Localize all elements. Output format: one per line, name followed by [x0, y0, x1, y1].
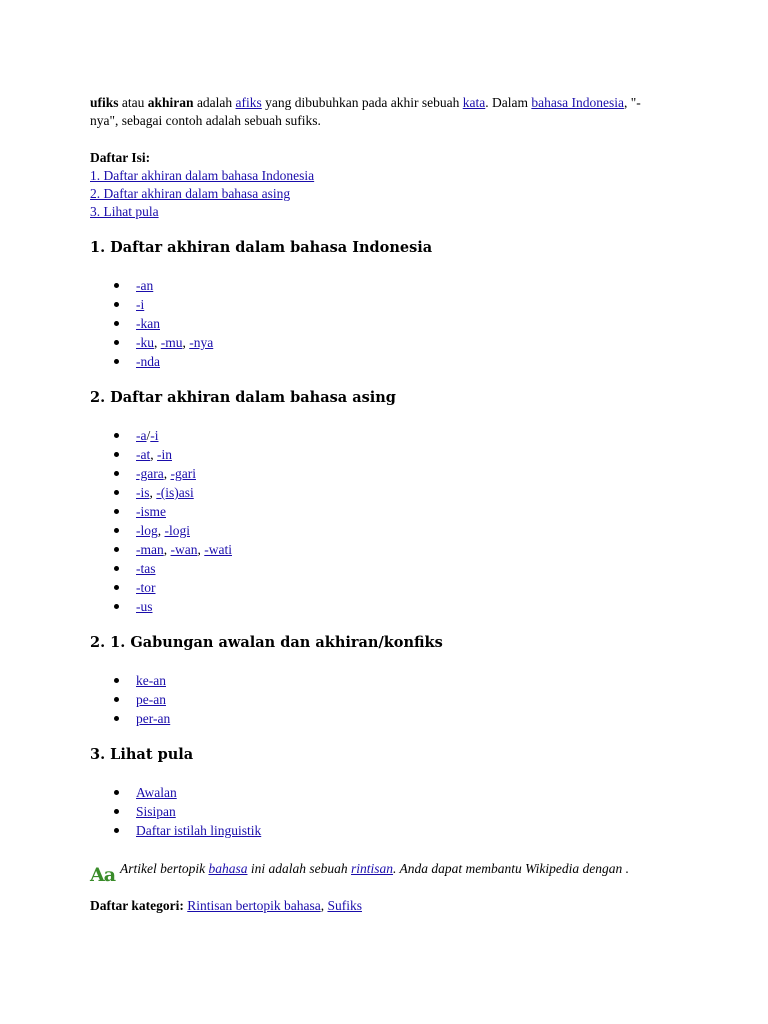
list-item: [136, 783, 650, 802]
link-suffix[interactable]: -kan: [136, 316, 160, 331]
link-sisipan[interactable]: Sisipan: [136, 804, 176, 819]
link-suffix[interactable]: -nya: [189, 335, 214, 350]
list-item: [136, 802, 650, 821]
section-3-list: [90, 783, 650, 840]
list-item: [136, 709, 650, 728]
link-suffix[interactable]: -man: [136, 542, 164, 557]
text-end: , "-nya", sebagai contoh adalah sebuah sufiks.: [90, 95, 641, 128]
link-confix[interactable]: pe-an: [136, 692, 166, 707]
link-bahasa-stub[interactable]: bahasa: [208, 861, 248, 876]
link-confix[interactable]: ke-an: [136, 673, 166, 688]
link-suffix[interactable]: -tas: [136, 561, 156, 576]
link-suffix[interactable]: -a: [136, 428, 147, 443]
stub-text-3: . Anda dapat membantu Wikipedia dengan .: [393, 861, 629, 876]
toc-item-2[interactable]: 2. Daftar akhiran dalam bahasa asing: [90, 186, 291, 201]
list-item: [136, 276, 650, 295]
section-1-heading: 1. Daftar akhiran dalam bahasa Indonesia: [90, 239, 433, 256]
link-category-sufiks[interactable]: Sufiks: [327, 898, 362, 913]
list-item: [136, 597, 650, 616]
list-item: [136, 559, 650, 578]
link-daftar-istilah-linguistik[interactable]: Daftar istilah linguistik: [136, 823, 262, 838]
section-2-1-heading: 2. 1. Gabungan awalan dan akhiran/konfiks: [90, 634, 443, 651]
link-suffix[interactable]: -in: [157, 447, 172, 462]
list-item: [136, 578, 650, 597]
toc-title: Daftar Isi:: [90, 150, 151, 165]
list-item: -at, -in: [136, 445, 650, 464]
category-bar: Daftar kategori: Rintisan bertopik bahasa, Sufiks: [90, 898, 362, 913]
link-suffix[interactable]: -gari: [170, 466, 196, 481]
list-item: [136, 295, 650, 314]
link-suffix[interactable]: -(is)asi: [156, 485, 194, 500]
article-body: [90, 94, 650, 840]
section-3-heading: 3. Lihat pula: [90, 746, 194, 763]
section-2-heading: 2. Daftar akhiran dalam bahasa asing: [90, 389, 396, 406]
link-suffix[interactable]: -i: [136, 297, 145, 312]
toc-item-3[interactable]: 3. Lihat pula: [90, 204, 159, 219]
list-item: [136, 502, 650, 521]
text-dalam: . Dalam: [485, 95, 528, 110]
link-suffix[interactable]: -at: [136, 447, 151, 462]
list-item: [136, 314, 650, 333]
link-afiks[interactable]: afiks: [235, 95, 262, 110]
stub-text-2: ini adalah sebuah: [250, 861, 348, 876]
link-suffix[interactable]: -wan: [170, 542, 198, 557]
list-item: -man, -wan, -wati: [136, 540, 650, 559]
link-suffix[interactable]: -nda: [136, 354, 160, 369]
section-2-1-list: [90, 671, 650, 728]
link-awalan[interactable]: Awalan: [136, 785, 177, 800]
stub-text: [120, 860, 650, 878]
link-category-rintisan[interactable]: Rintisan bertopik bahasa: [187, 898, 321, 913]
term-akhiran: akhiran: [147, 95, 194, 110]
stub-notice: [90, 860, 650, 886]
text-mid: yang dibubuhkan pada akhir sebuah: [265, 95, 460, 110]
stub-text-1: Artikel bertopik: [120, 861, 206, 876]
list-item: -gara, -gari: [136, 464, 650, 483]
link-suffix[interactable]: -logi: [164, 523, 190, 538]
list-item: -log, -logi: [136, 521, 650, 540]
text-adalah: adalah: [196, 95, 233, 110]
link-suffix[interactable]: -ku: [136, 335, 154, 350]
intro-paragraph: [90, 94, 650, 130]
link-kata[interactable]: kata: [462, 95, 486, 110]
list-item: -ku, -mu, -nya: [136, 333, 650, 352]
list-item: [136, 352, 650, 371]
link-suffix[interactable]: -an: [136, 278, 154, 293]
list-item: [136, 671, 650, 690]
list-item: [136, 821, 650, 840]
link-suffix[interactable]: -mu: [160, 335, 183, 350]
table-of-contents: [90, 167, 650, 221]
link-suffix[interactable]: -isme: [136, 504, 166, 519]
link-bahasa-indonesia[interactable]: bahasa Indonesia: [531, 95, 624, 110]
link-suffix[interactable]: -tor: [136, 580, 156, 595]
categories-label: Daftar kategori:: [90, 898, 184, 913]
link-rintisan[interactable]: rintisan: [351, 861, 394, 876]
link-suffix[interactable]: -gara: [136, 466, 164, 481]
section-2-list: [90, 426, 650, 616]
link-suffix[interactable]: -log: [136, 523, 158, 538]
list-item: [136, 690, 650, 709]
toc-item-1[interactable]: 1. Daftar akhiran dalam bahasa Indonesia: [90, 168, 315, 183]
link-suffix[interactable]: -us: [136, 599, 153, 614]
text-atau: atau: [121, 95, 145, 110]
language-stub-icon: Aa: [90, 864, 116, 886]
list-item: -a/-i: [136, 426, 650, 445]
list-item: -is, -(is)asi: [136, 483, 650, 502]
term-ufiks: ufiks: [90, 95, 119, 110]
link-suffix[interactable]: -i: [150, 428, 159, 443]
section-1-list: [90, 276, 650, 371]
link-suffix[interactable]: -is: [136, 485, 150, 500]
link-suffix[interactable]: -wati: [204, 542, 232, 557]
link-confix[interactable]: per-an: [136, 711, 171, 726]
